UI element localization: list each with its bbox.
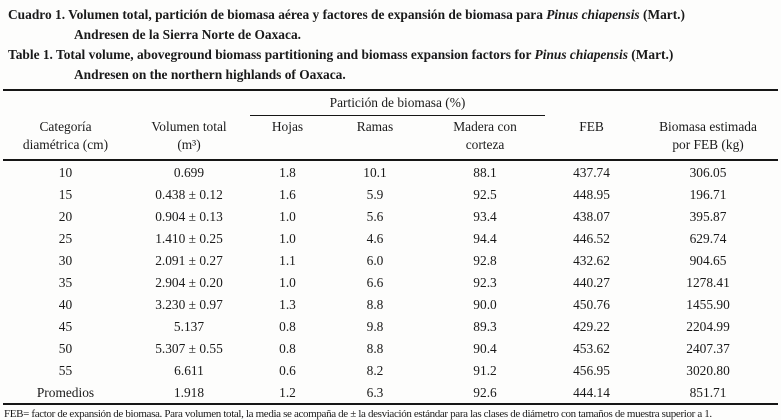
cell: 6.0 (366, 252, 384, 268)
cell: 91.2 (473, 362, 497, 378)
cell: 851.71 (638, 381, 778, 404)
cell: 0.8 (279, 318, 296, 334)
cell: Promedios (3, 381, 128, 404)
cell: 92.6 (425, 381, 545, 404)
table-row (3, 227, 778, 249)
table-captions (3, 5, 778, 89)
cell: 88.1 (473, 164, 497, 180)
table-row (3, 205, 778, 227)
cell: 90.4 (473, 340, 497, 356)
column-header (128, 116, 250, 161)
cell: 1.1 (279, 252, 296, 268)
column-header-line: Ramas (356, 119, 394, 134)
cell: 35 (58, 274, 73, 290)
cell: 429.22 (573, 318, 610, 334)
cell: 306.05 (689, 164, 727, 180)
cell: 20 (58, 208, 73, 224)
cell: 90.0 (473, 296, 497, 312)
column-header-line: Categoría (39, 118, 92, 134)
caption-english (8, 45, 776, 85)
cell: 444.14 (545, 381, 638, 404)
caption-line-1 (8, 45, 776, 65)
table-row (3, 249, 778, 271)
column-header (3, 116, 128, 161)
column-header-line: Madera con (453, 119, 517, 134)
cell: 1455.90 (686, 296, 730, 312)
cell: 437.74 (573, 164, 610, 180)
group-header-row (3, 90, 778, 116)
column-header-line: diamétrica (cm) (22, 136, 109, 152)
cell: 196.71 (689, 186, 727, 202)
cell: 3020.80 (686, 362, 730, 378)
table-header (3, 90, 778, 160)
table-row (3, 359, 778, 381)
cell: 0.8 (279, 340, 296, 356)
cell: 3.230 ± 0.97 (155, 296, 223, 312)
column-header-line: Hojas (271, 119, 304, 134)
group-header: Partición de biomasa (%) (250, 90, 545, 116)
cell: 1.0 (279, 208, 296, 224)
table-row (3, 160, 778, 183)
cell: 15 (58, 186, 73, 202)
cell: 6.6 (366, 274, 384, 290)
cell: 8.8 (366, 296, 384, 312)
column-header-row (3, 116, 778, 161)
cell: 1.918 (128, 381, 250, 404)
cell: 395.87 (689, 208, 727, 224)
cell: 5.307 ± 0.55 (155, 340, 223, 356)
cell: 5.9 (366, 186, 384, 202)
cell: 5.6 (366, 208, 384, 224)
table-row (3, 381, 778, 404)
cell: 50 (58, 340, 73, 356)
cell: 456.95 (573, 362, 610, 378)
cell: 2204.99 (686, 318, 730, 334)
cell: 92.3 (473, 274, 497, 290)
cell: 30 (58, 252, 73, 268)
cell: 94.4 (473, 230, 497, 246)
column-header-line: Biomasa estimada (659, 118, 757, 134)
species-name: Pinus chiapensis (546, 7, 640, 22)
cell: 0.6 (279, 362, 296, 378)
group-header-spacer (3, 90, 250, 116)
table-body (3, 160, 778, 404)
column-header-line: Volumen total (151, 118, 227, 134)
cell: 432.62 (573, 252, 610, 268)
table-row (3, 271, 778, 293)
cell: 8.8 (366, 340, 384, 356)
cell: 904.65 (689, 252, 727, 268)
column-header (250, 116, 325, 161)
cell: 55 (58, 362, 73, 378)
caption-spanish (8, 5, 776, 45)
cell: 1.8 (279, 164, 296, 180)
cell: 440.27 (573, 274, 610, 290)
cell: 25 (58, 230, 73, 246)
cell: 89.3 (473, 318, 497, 334)
caption-text: Table 1. Total volume, aboveground biomass partitioning and biomass expansion factors for (8, 47, 535, 62)
cell: 1.2 (250, 381, 325, 404)
cell: 1.6 (279, 186, 296, 202)
cell: 2407.37 (686, 340, 730, 356)
table-row (3, 183, 778, 205)
cell: 450.76 (573, 296, 610, 312)
column-header-line: (m³) (177, 136, 201, 152)
cell: 4.6 (366, 230, 384, 246)
species-name: Pinus chiapensis (534, 47, 628, 62)
cell: 1.0 (279, 274, 296, 290)
column-header-line: por FEB (kg) (672, 136, 744, 152)
cell: 0.699 (173, 164, 205, 180)
cell: 92.8 (473, 252, 497, 268)
cell: 448.95 (573, 186, 610, 202)
cell: 0.904 ± 0.13 (155, 208, 223, 224)
cell: 9.8 (366, 318, 384, 334)
cell: 0.438 ± 0.12 (155, 186, 223, 202)
cell: 10.1 (363, 164, 387, 180)
cell: 40 (58, 296, 73, 312)
cell: 93.4 (473, 208, 497, 224)
caption-line-1 (8, 5, 776, 25)
table-row (3, 315, 778, 337)
cell: 629.74 (689, 230, 727, 246)
cell: 5.137 (173, 318, 205, 334)
column-header-line: FEB (579, 118, 604, 134)
cell: 453.62 (573, 340, 610, 356)
cell: 438.07 (573, 208, 610, 224)
column-header (638, 116, 778, 161)
column-header (425, 116, 545, 161)
caption-text: (Mart.) (639, 7, 685, 22)
column-header (325, 116, 425, 161)
caption-line-2: Andresen de la Sierra Norte de Oaxaca. (74, 27, 301, 42)
caption-text: Cuadro 1. Volumen total, partición de biomasa aérea y factores de expansión de biomasa para (8, 7, 547, 22)
group-header-spacer (545, 90, 778, 116)
cell: 10 (58, 164, 73, 180)
biomass-table (3, 89, 778, 405)
caption-line-2: Andresen on the northern highlands of Oaxaca. (74, 67, 346, 82)
table-footnote: FEB= factor de expansión de biomasa. Para volumen total, la media se acompaña de ± la desviación estándar para las clases de diámetro con tamaños de muestra superior a 1. (4, 408, 712, 420)
table-row (3, 293, 778, 315)
cell: 1.410 ± 0.25 (155, 230, 223, 246)
table-row (3, 337, 778, 359)
cell: 1.3 (279, 296, 296, 312)
cell: 1.0 (279, 230, 296, 246)
caption-text: (Mart.) (627, 47, 674, 62)
cell: 6.611 (174, 362, 204, 378)
cell: 8.2 (366, 362, 384, 378)
column-header-line: corteza (465, 137, 505, 152)
column-header (545, 116, 638, 161)
cell: 45 (58, 318, 73, 334)
cell: 92.5 (473, 186, 497, 202)
cell: 446.52 (573, 230, 610, 246)
cell: 1278.41 (686, 274, 730, 290)
cell: 2.091 ± 0.27 (155, 252, 223, 268)
cell: 6.3 (325, 381, 425, 404)
cell: 2.904 ± 0.20 (155, 274, 223, 290)
